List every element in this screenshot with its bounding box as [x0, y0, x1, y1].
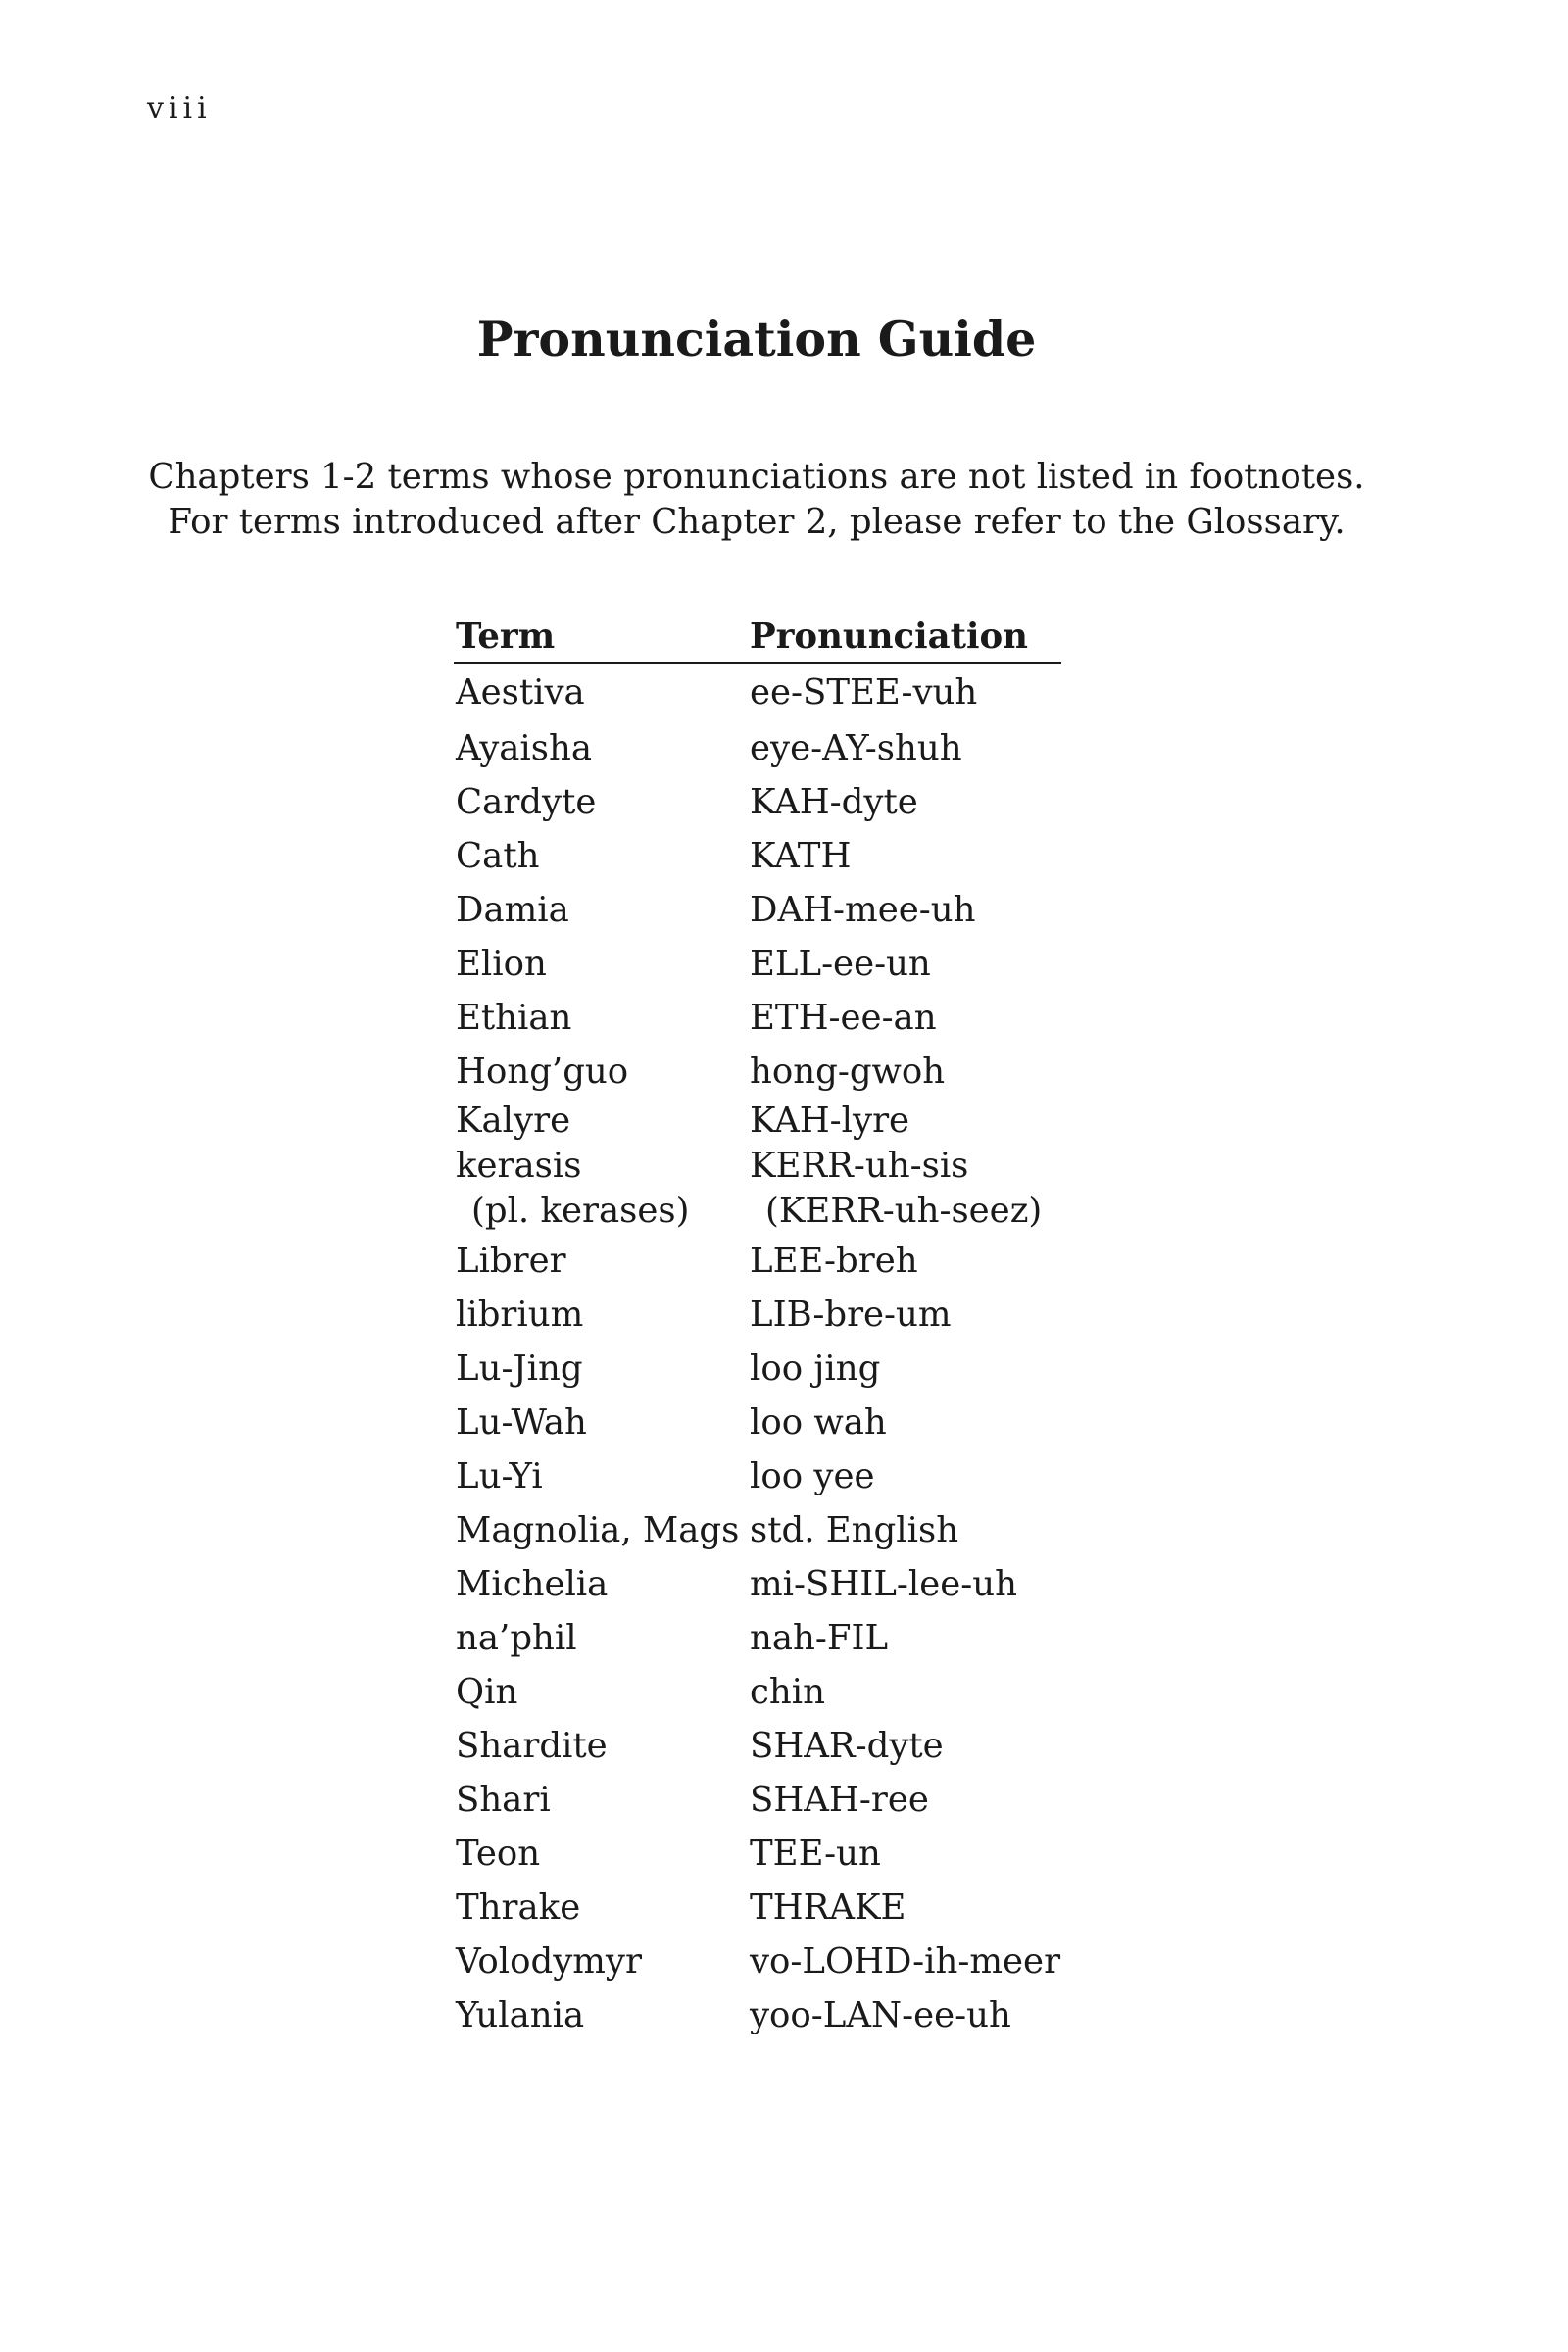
- table-row: [454, 1288, 1061, 1342]
- table-row: [454, 991, 1061, 1045]
- pronunciation-table: [454, 617, 1061, 2042]
- term-cell: Michelia: [456, 1563, 609, 1604]
- table-row: [454, 775, 1061, 829]
- term-cell: Elion: [456, 943, 547, 984]
- table-row: [454, 1665, 1061, 1719]
- pronunciation-cell: loo yee: [750, 1455, 875, 1496]
- term-cell: Hong’guo: [456, 1051, 629, 1092]
- table-row: [454, 663, 1061, 721]
- term-cell: Thrake: [456, 1886, 581, 1928]
- pronunciation-cell: mi-SHIL-lee-uh: [750, 1563, 1017, 1604]
- term-cell: Librer: [456, 1240, 566, 1281]
- table-row: [454, 1719, 1061, 1773]
- pronunciation-column-header: Pronunciation: [748, 617, 1061, 663]
- page-number: viii: [147, 91, 212, 125]
- intro-paragraph: [0, 455, 1513, 545]
- table-row: [454, 1611, 1061, 1665]
- table-row: [454, 937, 1061, 991]
- pronunciation-cell: ELL-ee-un: [750, 943, 931, 984]
- table-row: [454, 1342, 1061, 1396]
- term-cell: Ayaisha: [456, 727, 593, 768]
- term-cell: Shardite: [456, 1725, 608, 1766]
- table-row: [454, 1935, 1061, 1988]
- table-header: [454, 617, 1061, 663]
- pronunciation-cell: loo wah: [750, 1401, 887, 1443]
- term-cell: librium: [456, 1294, 584, 1335]
- term-cell: Shari: [456, 1779, 551, 1820]
- term-cell: kerasis: [456, 1146, 582, 1186]
- pronunciation-cell: SHAH-ree: [750, 1779, 929, 1820]
- term-cell: Aestiva: [456, 672, 585, 712]
- term-cell: Ethian: [456, 997, 572, 1038]
- pronunciation-cell: yoo-LAN-ee-uh: [750, 1994, 1011, 2035]
- table-body: [454, 663, 1061, 2042]
- term-cell: Cath: [456, 835, 540, 876]
- term-cell: Kalyre: [456, 1101, 571, 1141]
- pronunciation-cell: THRAKE: [750, 1886, 906, 1928]
- table-row: [454, 1449, 1061, 1503]
- pronunciation-cell: LIB-bre-um: [750, 1294, 952, 1335]
- term-cell: Damia: [456, 889, 569, 930]
- pronunciation-cell: eye-AY-shuh: [750, 727, 962, 768]
- table-row: [454, 1881, 1061, 1935]
- table-row: [454, 829, 1061, 883]
- pronunciation-cell: KERR-uh-sis: [750, 1146, 969, 1186]
- term-cell: Qin: [456, 1671, 518, 1712]
- pronunciation-cell: (KERR-uh-seez): [765, 1191, 1043, 1231]
- table-row: [454, 1099, 1061, 1144]
- table-row: [454, 1396, 1061, 1449]
- term-cell: Volodymyr: [456, 1940, 642, 1982]
- term-cell: Lu-Yi: [456, 1455, 543, 1496]
- pronunciation-cell: KAH-lyre: [750, 1101, 910, 1141]
- pronunciation-cell: loo jing: [750, 1348, 881, 1389]
- term-cell: na’phil: [456, 1617, 577, 1658]
- pronunciation-cell: TEE-un: [750, 1833, 881, 1874]
- table-row: [454, 1144, 1061, 1189]
- term-column-header: Term: [454, 617, 748, 663]
- page-title: Pronunciation Guide: [476, 311, 1037, 368]
- table-row: [454, 1827, 1061, 1881]
- pronunciation-cell: ee-STEE-vuh: [750, 672, 978, 712]
- term-cell: Magnolia, Mags: [456, 1509, 740, 1550]
- pronunciation-cell: DAH-mee-uh: [750, 889, 976, 930]
- table-header-row: [454, 617, 1061, 663]
- term-cell: Lu-Wah: [456, 1401, 587, 1443]
- term-cell: Teon: [456, 1833, 541, 1874]
- table-row: [454, 883, 1061, 937]
- table-row: [454, 1988, 1061, 2042]
- pronunciation-cell: LEE-breh: [750, 1240, 918, 1281]
- table-row: [454, 1234, 1061, 1288]
- table-row-plural: [454, 1189, 1061, 1234]
- table-row: [454, 1773, 1061, 1827]
- table-row: [454, 1557, 1061, 1611]
- table-row: [454, 1045, 1061, 1099]
- term-cell: Cardyte: [456, 781, 597, 822]
- pronunciation-cell: vo-LOHD-ih-meer: [750, 1940, 1061, 1982]
- pronunciation-cell: nah-FIL: [750, 1617, 889, 1658]
- pronunciation-cell: SHAR-dyte: [750, 1725, 944, 1766]
- pronunciation-cell: KATH: [750, 835, 852, 876]
- term-cell: Yulania: [456, 1994, 585, 2035]
- pronunciation-cell: hong-gwoh: [750, 1051, 946, 1092]
- pronunciation-cell: ETH-ee-an: [750, 997, 937, 1038]
- table-row: [454, 721, 1061, 775]
- pronunciation-cell: KAH-dyte: [750, 781, 918, 822]
- table-row: [454, 1503, 1061, 1557]
- intro-line-1: Chapters 1-2 terms whose pronunciations are not listed in footnotes.: [148, 457, 1365, 497]
- term-cell: Lu-Jing: [456, 1348, 583, 1389]
- intro-line-2: For terms introduced after Chapter 2, please refer to the Glossary.: [168, 502, 1346, 542]
- term-cell: (pl. kerases): [471, 1191, 690, 1231]
- pronunciation-cell: std. English: [750, 1509, 959, 1550]
- pronunciation-cell: chin: [750, 1671, 825, 1712]
